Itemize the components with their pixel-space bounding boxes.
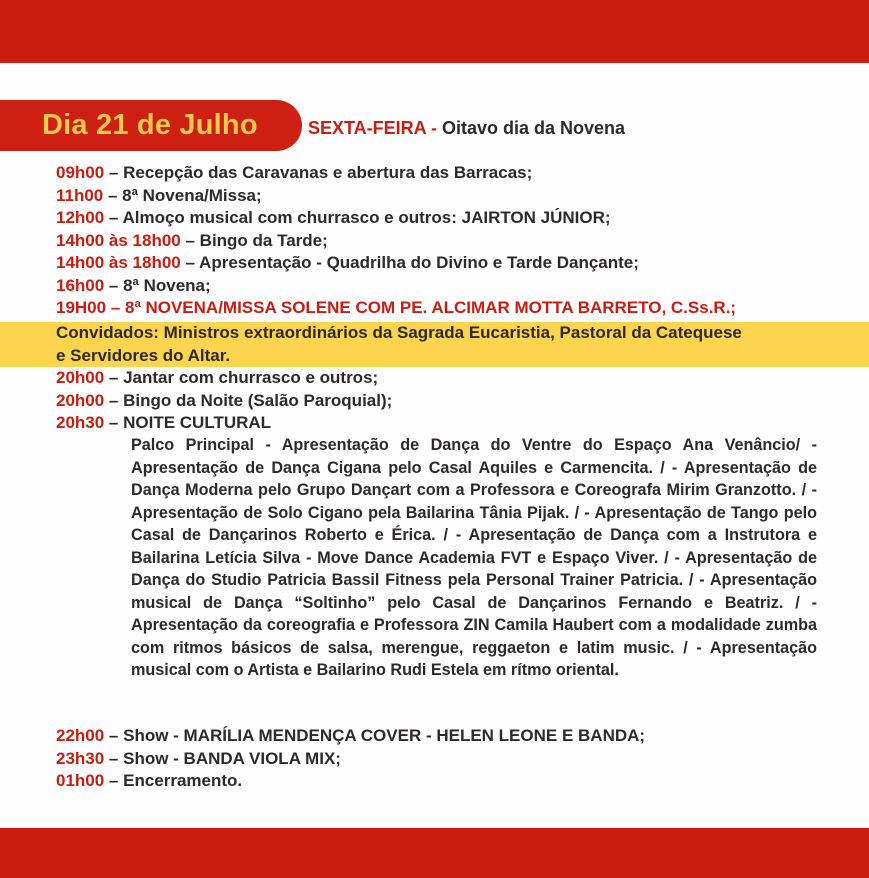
schedule-time: 20h00 bbox=[56, 390, 105, 410]
schedule-text: – Almoço musical com churrasco e outros: JAIRTON JÚNIOR; bbox=[104, 208, 611, 227]
schedule-text: – NOITE CULTURAL bbox=[104, 413, 272, 432]
schedule-text: – Recepção das Caravanas e abertura das Barracas; bbox=[104, 163, 533, 182]
schedule-item bbox=[56, 230, 836, 253]
schedule-time: 20h30 bbox=[56, 413, 105, 432]
schedule-item bbox=[56, 185, 836, 208]
schedule-item bbox=[56, 725, 836, 748]
schedule-item bbox=[56, 207, 836, 230]
schedule-item bbox=[56, 252, 836, 275]
schedule-item bbox=[56, 770, 836, 793]
schedule-text: – Show - BANDA VIOLA MIX; bbox=[104, 748, 341, 768]
schedule-list-evening bbox=[56, 367, 836, 435]
schedule-item bbox=[56, 412, 836, 435]
day-banner bbox=[0, 100, 302, 151]
schedule-text: – Show - MARÍLIA MENDENÇA COVER - HELEN LEONE E BANDA; bbox=[104, 726, 646, 745]
schedule-time: 16h00 bbox=[56, 275, 105, 295]
schedule-text: – Bingo da Tarde; bbox=[180, 230, 328, 250]
schedule-time: 01h00 bbox=[56, 771, 105, 790]
weekday-label: SEXTA-FEIRA - bbox=[308, 118, 437, 138]
schedule-item bbox=[56, 748, 836, 771]
guests-highlight-band bbox=[0, 322, 869, 367]
schedule-text: – Encerramento. bbox=[104, 771, 243, 790]
schedule-list-closing bbox=[56, 725, 836, 793]
schedule-text: – Apresentação - Quadrilha do Divino e Tarde Dançante; bbox=[180, 253, 639, 272]
schedule-list bbox=[56, 162, 836, 320]
schedule-text: – Bingo da Noite (Salão Paroquial); bbox=[104, 390, 393, 410]
schedule-time: 11h00 bbox=[56, 185, 104, 205]
schedule-time: 14h00 às 18h00 bbox=[56, 230, 181, 250]
schedule-time: 12h00 bbox=[56, 208, 105, 227]
day-label: Dia 21 de Julho bbox=[42, 109, 258, 141]
bottom-red-band bbox=[0, 828, 869, 878]
schedule-item bbox=[56, 367, 836, 390]
solemn-mass-line: 19H00 – 8ª NOVENA/MISSA SOLENE COM PE. ALCIMAR MOTTA BARRETO, C.Ss.R.; bbox=[56, 298, 737, 317]
schedule-text: – 8ª Novena/Missa; bbox=[103, 185, 262, 205]
schedule-time: 14h00 às 18h00 bbox=[56, 253, 181, 272]
schedule-item bbox=[56, 275, 836, 298]
guests-text: Convidados: Ministros extraordinários da Sagrada Eucaristia, Pastoral da Catequese e Servidores do Altar. bbox=[56, 323, 742, 365]
cultural-program-text: Palco Principal - Apresentação de Dança do Ventre do Espaço Ana Venâncio/ - Apresentação de Dança Cigana pelo Casal Aquiles e Carmencita. / - Apresentação de Dança Moderna pelo Grupo Dançart com a Professora e Coreografa Mirim Granzotto. / - Apresentação de Solo Cigano pela Bailarina Tânia Pijak. / - Apresentação de Tango pelo Casal de Dançarinos Roberto e Érica. / - Apresentação de Dança com a Instrutora e Bailarina Letícia Silva - Move Dance Academia FVT e Espaço Viver. / - Apresentação de Dança do Studio Patricia Bassil Fitness pela Personal Trainer Patricia. / - Apresentação musical de Dança “Soltinho” pelo Casal de Dançarinos Fernando e Beatriz. / - Apresentação da coreografia e Professora ZIN Camila Haubert com a modalidade zumba com ritmos básicos de salsa, merengue, reggaeton e latim music. / - Apresentação musical com o Artista e Bailarino Rudi Estela em rítmo oriental. bbox=[131, 436, 817, 679]
schedule-time: 09h00 bbox=[56, 163, 105, 182]
schedule-time: 20h00 bbox=[56, 368, 105, 387]
schedule-time: 23h30 bbox=[56, 748, 105, 768]
schedule-item bbox=[56, 162, 836, 185]
top-red-band bbox=[0, 0, 869, 63]
day-description: Oitavo dia da Novena bbox=[442, 118, 626, 138]
schedule-item bbox=[56, 390, 836, 413]
schedule-text: – 8ª Novena; bbox=[104, 275, 211, 295]
schedule-time: 22h00 bbox=[56, 726, 105, 745]
day-subtitle bbox=[308, 118, 625, 139]
schedule-text: – Jantar com churrasco e outros; bbox=[104, 368, 379, 387]
